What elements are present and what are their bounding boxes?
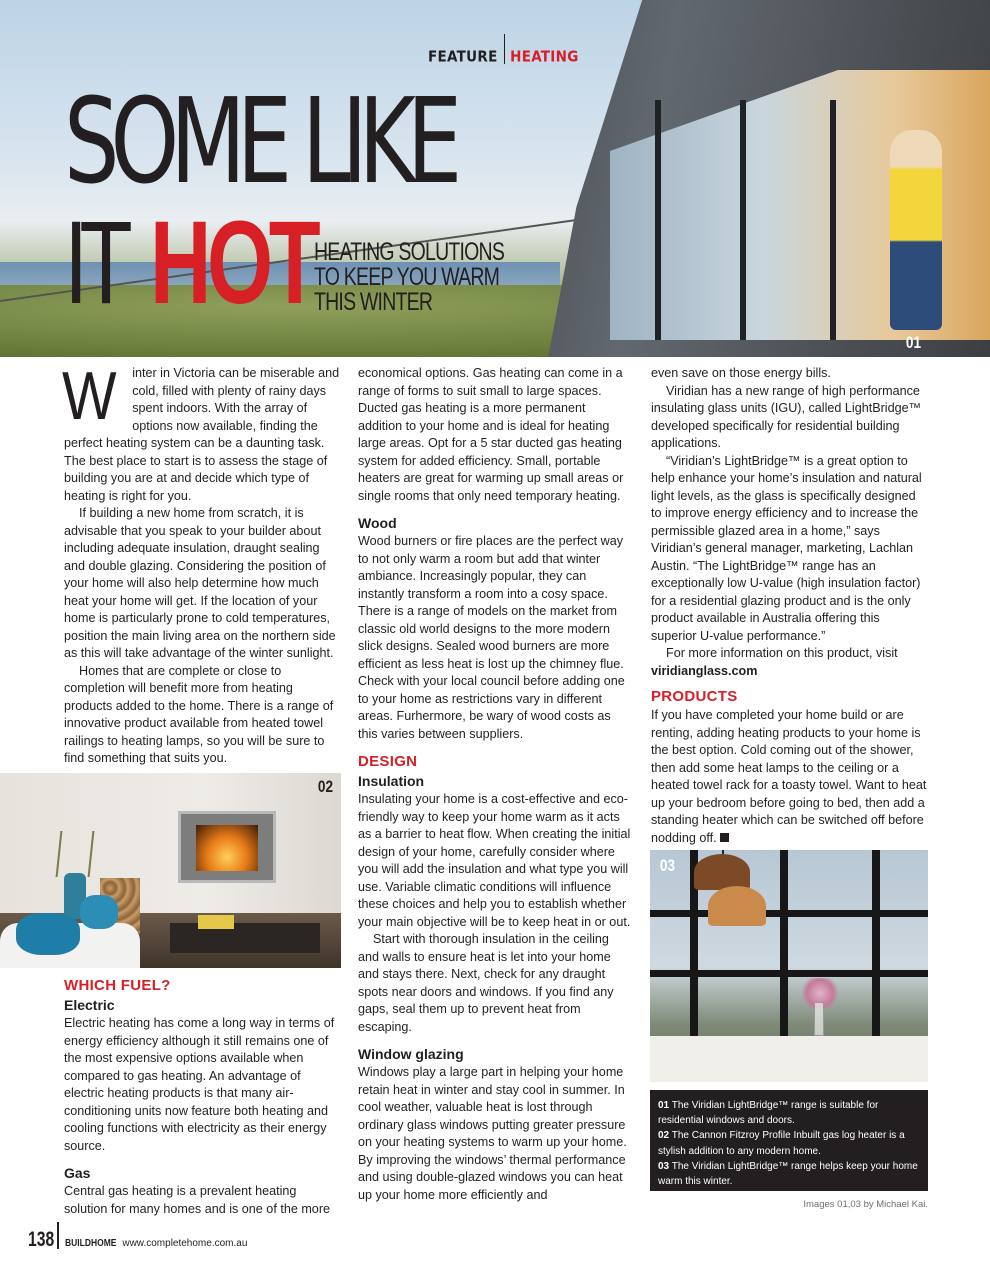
image-number-02: 02 bbox=[317, 777, 334, 796]
kicker-divider bbox=[504, 34, 506, 64]
caption-number: 02 bbox=[658, 1130, 670, 1142]
headline-accent: HOT bbox=[150, 197, 317, 329]
gas-heading: Gas bbox=[64, 1165, 91, 1181]
insulation-heading: Insulation bbox=[358, 773, 425, 789]
end-mark bbox=[720, 833, 729, 842]
body-paragraph: even save on those energy bills. bbox=[651, 366, 831, 380]
blue-cushion bbox=[16, 913, 80, 955]
window-glazing-paragraph: Windows play a large part in helping your home retain heat in winter and stay cool in summer. In cool weather, valuable heat is lost through ordinary glass windows putting greater pressure on your heating systems to warm up your home. By improving the windows’ thermal performance and using double-glazed windows you can heat up your home more efficiently and bbox=[358, 1065, 627, 1202]
caption-item bbox=[658, 1159, 920, 1189]
products-paragraph bbox=[651, 707, 928, 847]
hero-window-frame bbox=[740, 100, 746, 340]
body-paragraph: For more information on this product, visit bbox=[666, 646, 898, 660]
caption-item bbox=[658, 1128, 920, 1158]
hero-person bbox=[890, 130, 942, 330]
design-heading: DESIGN bbox=[358, 753, 418, 770]
caption-box bbox=[650, 1090, 928, 1191]
image-credits: Images 01,03 by Michael Kai. bbox=[803, 1199, 928, 1210]
footer-url[interactable]: www.completehome.com.au bbox=[122, 1238, 248, 1249]
pendant-lamp bbox=[694, 854, 750, 890]
caption-text: The Viridian LightBridge™ range helps keep your home warm this winter. bbox=[658, 1160, 918, 1188]
window-glazing-heading: Window glazing bbox=[358, 1046, 464, 1062]
hero-window-frame bbox=[830, 100, 836, 340]
table-ornament bbox=[198, 915, 234, 929]
section-label: FEATURE bbox=[428, 47, 498, 66]
footer-brand bbox=[65, 1238, 247, 1249]
decorative-stems bbox=[56, 831, 95, 877]
products-text: If you have completed your home build or are renting, adding heating products to your home is the best option. Cold coming out of the shower, then add some heat lamps to the ceiling or a heated towel rack for a toasty towel. Want to heat up your bedroom before going to bed, then add a standing heater which can be switched off before nodding off. bbox=[651, 708, 927, 845]
headline-line2: IT bbox=[64, 197, 124, 329]
body-paragraph: “Viridian’s LightBridge™ is a great option to help enhance your home’s insulation and natural light levels, as the glass is specifically designed to improve energy efficiency and to increase the permissible glazed area in a home,” says Viridian’s general manager, marketing, Lachlan Austin. “The LightBridge™ range has an exceptionally low U-value (high insulation factor) for a residential glazing product and is the only product available in Australia offering this superior U-value performance.” bbox=[651, 453, 922, 643]
electric-heading: Electric bbox=[64, 997, 115, 1013]
headline-line1: SOME LIKE bbox=[64, 72, 454, 210]
insulation-paragraph: Start with thorough insulation in the ceiling and walls to ensure heat is let into your home and stays there. Next, check for any draught spots near doors and windows. If you find any gaps, seal them up to prevent heat from escaping. bbox=[358, 932, 614, 1034]
page-number: 138 bbox=[28, 1228, 55, 1251]
gas-paragraph: Central gas heating is a prevalent heating solution for many homes and is one of the more bbox=[64, 1184, 331, 1216]
caption-number: 01 bbox=[658, 1100, 670, 1111]
coffee-table bbox=[170, 923, 320, 953]
window-transom bbox=[650, 910, 928, 917]
fireplace-photo bbox=[0, 773, 341, 968]
column-1-intro bbox=[62, 358, 341, 768]
heater-flame bbox=[196, 825, 258, 871]
caption-item bbox=[658, 1098, 920, 1128]
footer-divider bbox=[57, 1222, 59, 1249]
caption-number: 03 bbox=[658, 1160, 670, 1172]
wood-heading: Wood bbox=[358, 515, 397, 531]
photo-wall bbox=[0, 773, 341, 913]
column-2 bbox=[358, 365, 632, 1204]
caption-text: The Cannon Fitzroy Profile Inbuilt gas log heater is a stylish addition to any modern home. bbox=[658, 1130, 905, 1157]
body-paragraph: economical options. Gas heating can come in a range of forms to suit small to large spaces. Ducted gas heating is a more permanent addition to your home and is ideal for heating large areas. Opt for a 5 star ducted gas heating system for added efficiency. Small, portable heaters are great for warming up small areas or single rooms that only need temporary heating. bbox=[358, 366, 624, 503]
body-paragraph: If building a new home from scratch, it is advisable that you speak to your builder about including adequate insulation, draught sealing and double glazing. Considering the position of your home will also help determine how much heat your home will get. If the location of your home is particularly prone to cold temperatures, position the main living area on the northern side as this will take advantage of the winter sunlight. bbox=[64, 506, 336, 660]
section-kicker bbox=[428, 42, 579, 72]
pendant-lamp-photo bbox=[650, 850, 928, 1082]
drop-cap: W bbox=[62, 358, 117, 434]
image-number-01: 01 bbox=[905, 333, 922, 352]
body-paragraph: Homes that are complete or close to completion will benefit more from heating products added to the home. There is a range of innovative product available from heated towel railings to heating lamps, so you will be sure to find something that suits you. bbox=[64, 663, 334, 765]
column-3 bbox=[651, 365, 928, 847]
standfirst bbox=[314, 240, 504, 315]
blue-cushion bbox=[80, 895, 118, 929]
pendant-lamp bbox=[708, 886, 766, 926]
glass-vase bbox=[814, 1002, 824, 1036]
column-1-fuel bbox=[64, 976, 341, 1218]
which-fuel-heading: WHICH FUEL? bbox=[64, 977, 171, 994]
dining-table bbox=[650, 1036, 928, 1082]
standfirst-line: TO KEEP YOU WARM bbox=[314, 263, 500, 291]
category-label: HEATING bbox=[510, 47, 579, 66]
standfirst-line: THIS WINTER bbox=[314, 288, 433, 316]
products-heading: PRODUCTS bbox=[651, 688, 738, 705]
electric-paragraph: Electric heating has come a long way in terms of energy efficiency although it still remains one of the most expensive options available when compared to gas heating. An advantage of electric heating products is that many air-conditioning units now feature both heating and cooling functions with electricity as their energy source. bbox=[64, 1016, 335, 1153]
body-paragraph: Viridian has a new range of high performance insulating glass units (IGU), called LightBridge™ developed specifically for residential building applications. bbox=[651, 383, 922, 450]
insulation-paragraph: Insulating your home is a cost-effective and eco-friendly way to keep your home warm as it acts as a barrier to heat flow. When creating the initial design of your home, carefully consider where you will add the insulation and what type you will use. Variable climatic conditions will influence these choices and help you to establish whether your main objective will be to keep heat in or out. bbox=[358, 792, 631, 929]
caption-text: The Viridian LightBridge™ range is suitable for residential windows and doors. bbox=[658, 1100, 879, 1127]
hero-window-frame bbox=[655, 100, 661, 340]
window-transom bbox=[650, 970, 928, 977]
wood-paragraph: Wood burners or fire places are the perfect way to not only warm a room but add that winter ambiance. Increasingly popular, they can instantly transform a room into a cosy space. There is a range of models on the market from classic old world designs to the more modern slick designs. Sealed wood burners are more efficient as less heat is lost up the chimney flue. Check with your local council before adding one to your home as restrictions vary in different areas. Furhermore, be wary of wood costs as this varies between suppliers. bbox=[358, 534, 625, 741]
image-number-03: 03 bbox=[659, 856, 676, 875]
standfirst-line: HEATING SOLUTIONS bbox=[314, 238, 505, 266]
intro-paragraph: inter in Victoria can be miserable and cold, filled with plenty of rainy days spent indoors. With the array of options now available, finding the perfect heating system can be a daunting task. The best place to start is to assess the stage of building you are at and decide which type of heating is right for you. bbox=[64, 366, 340, 503]
website-link[interactable]: viridianglass.com bbox=[651, 663, 758, 678]
magazine-name: BUILDHOME bbox=[65, 1238, 117, 1249]
